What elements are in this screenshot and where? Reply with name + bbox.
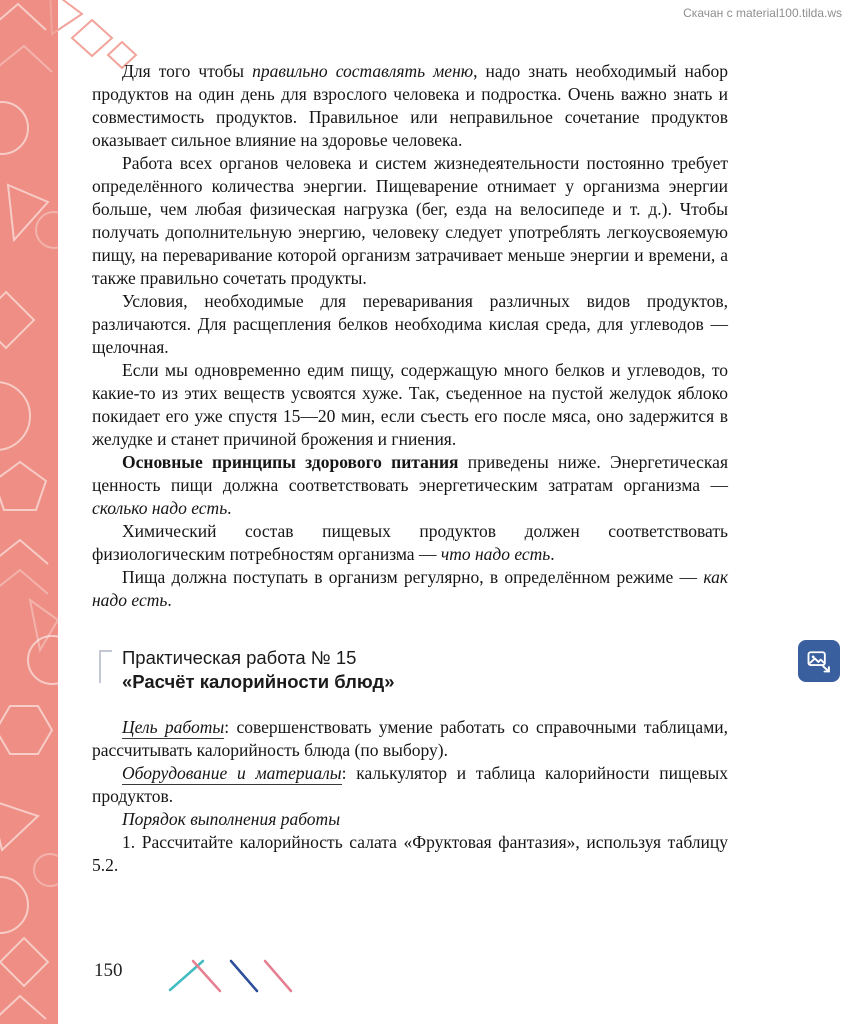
page-number: 150 [94,960,123,981]
italic-run: сколько надо есть [92,498,228,518]
text-run: Работа всех органов человека и систем жизнедеятельности постоянно требует определённого количества энергии. Пищеварение отнимает у организма энергии больше, чем любая физическая нагрузка (бег, езда на велосипеде и т. д.). Чтобы получать дополнительную энергию, человеку следует употреблять легкоусвояемую пищу, на переваривание которой организм затрачивает меньше энергии и времени, а также правильно сочетать продукты. [92,153,728,288]
geometric-shapes-icon [0,0,58,1024]
equipment-label: Оборудование и материалы [122,763,342,783]
step-paragraph: 1. Рассчитайте калорийность салата «Фруктовая фантазия», используя таблицу 5.2. [92,832,728,875]
text-run: приведены ниже. Энергетическая ценность пищи должна соответствовать энергетическим затратам организма — [92,452,728,495]
text-run: . [167,590,172,610]
text-run: . [550,544,555,564]
text-run: Пища должна поступать в организм регулярно, в определённом режиме — [122,567,704,587]
image-gallery-icon [805,647,833,675]
paragraph [92,152,728,290]
paragraph [92,60,728,152]
text-run: : совершенствовать умение работать со справочными таблицами, рассчитывать калорийность блюда (по выбору). [92,717,729,760]
italic-run: что надо есть [440,544,551,564]
watermark: Скачан с material100.tilda.ws [683,6,842,20]
heading-bracket-icon [98,649,114,685]
text-run: Химический состав пищевых продуктов должен соответствовать физиологическим потребностям организма — [92,521,728,564]
paragraph [92,520,728,566]
goal-label: Цель работы [122,717,225,737]
text-run: Условия, необходимые для переваривания различных видов продуктов, различаются. Для расщепления белков необходима кислая среда, для углеводов — щелочная. [92,291,728,357]
paragraph [92,451,728,520]
italic-run: Порядок выполнения работы [122,809,341,829]
media-button[interactable] [798,640,840,682]
bold-run: Основные принципы здорового питания [122,452,459,472]
goal-paragraph [92,716,728,762]
practical-work-heading [92,646,728,694]
paragraph [92,359,728,451]
page-content [92,60,728,877]
italic-run: как надо есть [92,567,728,610]
equipment-paragraph [92,762,728,808]
italic-run: правильно составлять меню [252,61,474,81]
text-run: Если мы одновременно едим пищу, содержащую много белков и углеводов, то какие-то из этих веществ усвоятся хуже. Так, съеденное на пустой желудок яблоко покидает его уже спустя 15—20 мин, если съесть его после мяса, оно задержится в желудке и станет причиной брожения и гниения. [92,360,728,449]
order-heading [92,808,728,831]
paragraph [92,566,728,612]
text-run: Для того чтобы [122,61,253,81]
text-run: , надо знать необходимый набор продуктов на один день для взрослого человека и подростка. Очень важно знать и совместимость продуктов. Правильное или неправильное сочетание продуктов оказывает сильное влияние на здоровье человека. [92,61,728,150]
paragraph [92,290,728,359]
practical-work-title: Практическая работа № 15 [122,647,357,668]
text-run: . [227,498,232,518]
bottom-lines-decoration [165,955,295,1000]
text-run: : калькулятор и таблица калорийности пищевых продуктов. [92,763,728,806]
decorative-sidebar [0,0,58,1024]
practical-work-subtitle: «Расчёт калорийности блюд» [122,671,395,692]
